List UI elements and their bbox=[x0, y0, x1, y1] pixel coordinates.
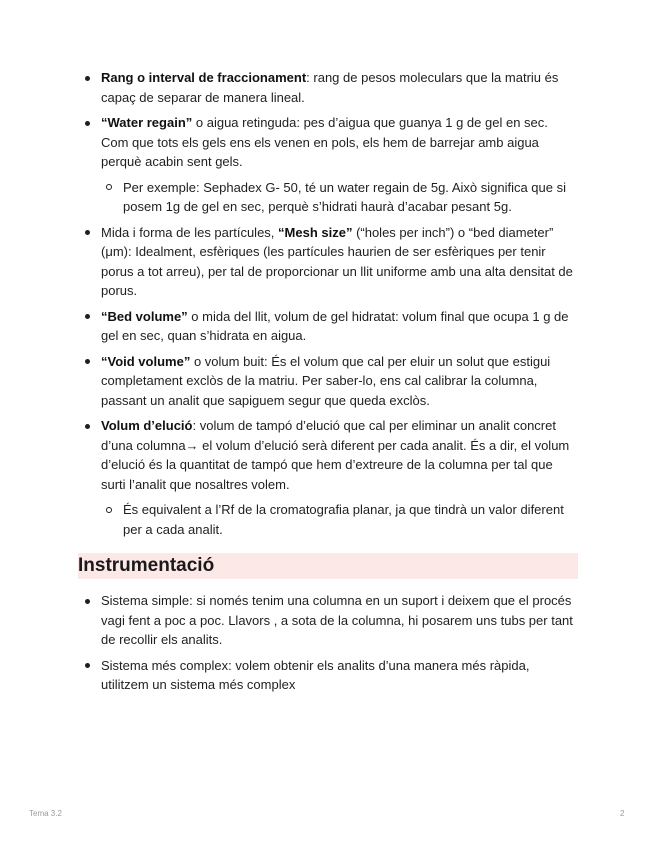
term: “Bed volume” bbox=[101, 308, 188, 324]
list-item bbox=[78, 68, 578, 107]
sub-list-item: Per exemple: Sephadex G- 50, té un water regain de 5g. Això significa que si posem 1g de gel en sec, perquè s’hidrati haurà d’acabar pesant 5g. bbox=[101, 178, 578, 217]
term-description: : volum de tampó d’elució que cal per eliminar un analit concret d’una columna→ el volum d’elució serà diferent per cada analit. És a dir, el volum d’elució és la quantitat de tampó que hem d’extreure de la columna per tal que surti l’analit que nosaltres volem. bbox=[101, 418, 570, 492]
list-item bbox=[78, 352, 578, 411]
term-description: o volum buit: És el volum que cal per eluir un solut que estigui completament exclòs de la matriu. Per saber-lo, ens cal calibrar la columna, passant un analit que sapiguem segur que queda exclòs. bbox=[101, 353, 551, 408]
term-description: o mida del llit, volum de gel hidratat: volum final que ocupa 1 g de gel en sec, quan s’hidrata en aigua. bbox=[101, 308, 569, 343]
page-number: 2 bbox=[620, 809, 625, 818]
page-content bbox=[78, 68, 578, 701]
section-heading: Instrumentació bbox=[78, 553, 578, 579]
sub-list bbox=[101, 178, 578, 217]
list-item bbox=[78, 223, 578, 301]
footer-title: Tema 3.2 bbox=[29, 809, 62, 818]
list-item bbox=[78, 416, 578, 539]
list-item bbox=[78, 113, 578, 217]
term: “Mesh size” bbox=[278, 224, 353, 240]
term: Rang o interval de fraccionament bbox=[101, 70, 307, 85]
term-description: o aigua retinguda: pes d’aigua que guanya 1 g de gel en sec. Com que tots els gels ens els venen en pols, els hem de barrejar amb aigua perquè acabin sent gels. bbox=[101, 115, 548, 169]
list-item bbox=[78, 307, 578, 346]
term: “Water regain” bbox=[101, 115, 193, 130]
sub-list bbox=[101, 500, 578, 539]
term: Volum d’elució bbox=[101, 418, 193, 433]
instrumentation-list bbox=[78, 591, 578, 695]
sub-list-item: És equivalent a l’Rf de la cromatografia planar, ja que tindrà un valor diferent per a cada analit. bbox=[101, 500, 578, 539]
term-description: : rang de pesos moleculars que la matriu és capaç de separar de manera lineal. bbox=[101, 70, 559, 105]
definitions-list bbox=[78, 68, 578, 539]
list-item: Sistema més complex: volem obtenir els analits d’una manera més ràpida, utilitzem un sistema més complex bbox=[78, 656, 578, 695]
term: “Void volume” bbox=[101, 353, 191, 369]
list-item: Sistema simple: si només tenim una columna en un suport i deixem que el procés vagi fent a poc a poc. Llavors , a sota de la columna, hi posarem uns tubs per tant de recollir els analits. bbox=[78, 591, 578, 650]
term-description: (“holes per inch”) o “bed diameter” (μm): Idealment, esfèriques (les partícules haurien de ser esfèriques per tenir porus a tot arreu), per tal de proporcionar un llit uniforme amb una alta densitat de porus. bbox=[101, 224, 573, 298]
term-prefix: Mida i forma de les partícules, bbox=[101, 224, 279, 240]
